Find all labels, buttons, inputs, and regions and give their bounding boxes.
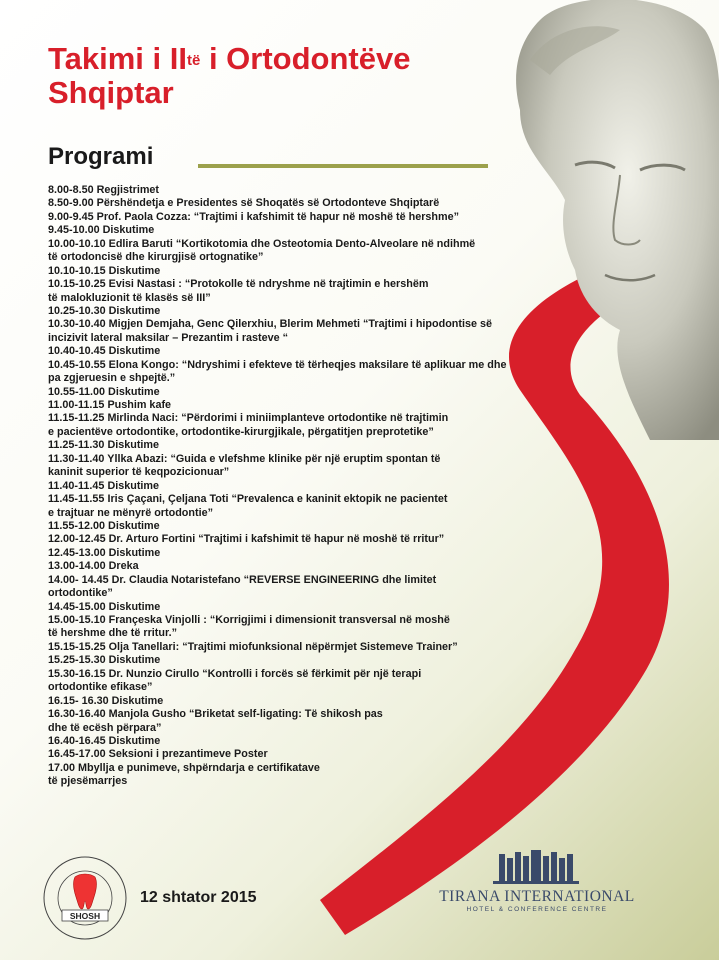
- schedule-line: 14.00- 14.45 Dr. Claudia Notaristefano “REVERSE ENGINEERING dhe limitet: [48, 573, 437, 586]
- schedule-line: 11.00-11.15 Pushim kafe: [48, 399, 172, 411]
- schedule-line: 11.30-11.40 Yllka Abazi: “Guida e vlefshme klinike për një eruptim spontan të: [48, 452, 441, 465]
- schedule-line: 10.30-10.40 Migjen Demjaha, Genc Qilerxhiu, Blerim Mehmeti “Trajtimi i hipodontise së: [48, 318, 493, 331]
- schedule-line: 10.00-10.10 Edlira Baruti “Kortikotomia dhe Osteotomia Dento-Alveolare në ndihmë: [48, 237, 476, 250]
- schedule-line: 16.40-16.45 Diskutime: [48, 734, 161, 747]
- schedule-line: 10.55-11.00 Diskutime: [48, 385, 160, 398]
- schedule-line: 15.25-15.30 Diskutime: [48, 654, 161, 667]
- schedule-list: [48, 184, 528, 789]
- schedule-line: incizivit lateral maksilar – Prezantim i rasteve “: [48, 331, 289, 344]
- schedule-line: 14.45-15.00 Diskutime: [48, 600, 161, 613]
- schedule-line: 15.30-16.15 Dr. Nunzio Cirullo “Kontrolli i forcës së fërkimit për një terapi: [48, 667, 422, 680]
- schedule-line: të ortodoncisë dhe kirurgjisë ortognatike”: [48, 251, 264, 264]
- schedule-line: 9.45-10.00 Diskutime: [48, 224, 155, 237]
- title-part1: Takimi i II: [48, 41, 187, 76]
- schedule-line: 17.00 Mbyllja e punimeve, shpërndarja e certifikatave: [48, 761, 320, 774]
- schedule-line: 11.55-12.00 Diskutime: [48, 519, 160, 532]
- schedule-line: 10.40-10.45 Diskutime: [48, 345, 161, 358]
- heading-divider: [198, 164, 488, 168]
- schedule-line: 16.30-16.40 Manjola Gusho “Briketat self-ligating: Të shikosh pas: [48, 708, 383, 721]
- schedule-line: 11.25-11.30 Diskutime: [48, 439, 160, 452]
- schedule-line: 10.15-10.25 Evisi Nastasi : “Protokolle të ndryshme në trajtimin e hershëm: [48, 278, 429, 291]
- title-superscript: të: [186, 52, 201, 69]
- schedule-line: 8.00-8.50 Regjistrimet: [48, 184, 160, 196]
- schedule-line: pa zgjeruesin e shpejtë.”: [48, 372, 176, 385]
- schedule-line: kaninit superior të keqpozicionuar”: [48, 466, 230, 479]
- logo-text: SHOSH: [69, 911, 101, 921]
- schedule-line: dhe të ecësh përpara”: [48, 721, 162, 734]
- schedule-line: 16.45-17.00 Seksioni i prezantimeve Poster: [48, 748, 268, 761]
- schedule-line: ortodontike efikase”: [48, 681, 153, 694]
- schedule-line: 11.40-11.45 Diskutime: [48, 479, 160, 492]
- schedule-line: 9.00-9.45 Prof. Paola Cozza: “Trajtimi i kafshimit të hapur në moshë të hershme”: [48, 210, 460, 223]
- schedule-line: 12.00-12.45 Dr. Arturo Fortini “Trajtimi i kafshimit të hapur në moshë të rritur”: [48, 533, 445, 546]
- schedule-line: 11.15-11.25 Mirlinda Naci: “Përdorimi i miniimplanteve ortodontike në trajtimin: [48, 412, 449, 425]
- hotel-subtitle: HOTEL & CONFERENCE CENTRE: [466, 906, 608, 913]
- schedule-line: 15.00-15.10 Françeska Vinjolli : “Korrigjimi i dimensionit transversal në moshë: [48, 614, 450, 626]
- hotel-logo: [437, 848, 637, 928]
- schedule-line: 16.15- 16.30 Diskutime: [48, 694, 164, 707]
- schedule-line: ortodontike”: [48, 587, 113, 600]
- title-part2: i Ortodontëve: [200, 41, 411, 76]
- schedule-line: 11.45-11.55 Iris Çaçani, Çeljana Toti “Prevalenca e kaninit ektopik ne pacientet: [48, 493, 448, 506]
- schedule-line: 12.45-13.00 Diskutime: [48, 546, 161, 559]
- event-date: 12 shtator 2015: [140, 889, 257, 906]
- title-line2: Shqiptar: [48, 75, 174, 110]
- tooth-icon: [73, 874, 96, 909]
- hotel-name: TIRANA INTERNATIONAL: [439, 888, 635, 905]
- program-heading-row: [48, 143, 498, 183]
- schedule-line: të malokluzionit të klasës së III”: [48, 291, 211, 304]
- schedule-line: e trajtuar ne mënyrë ortodontie”: [48, 506, 213, 519]
- schedule-line: 13.00-14.00 Dreka: [48, 560, 139, 573]
- schedule-line: 10.45-10.55 Elona Kongo: “Ndryshimi i efekteve të tërheqjes maksilare të aplikuar me dhe: [48, 358, 507, 371]
- page-title: [48, 42, 518, 110]
- schedule-line: 10.10-10.15 Diskutime: [48, 264, 161, 277]
- schedule-line: e pacientëve ortodontike, ortodontike-kirurgjikale, përgatitjen preprotetike”: [48, 425, 434, 438]
- hotel-building-icon: [437, 848, 637, 888]
- program-heading: Programi: [48, 143, 154, 170]
- shosh-logo: [42, 855, 128, 941]
- schedule-line: të pjesëmarrjes: [48, 775, 128, 788]
- schedule-line: 10.25-10.30 Diskutime: [48, 304, 161, 317]
- schedule-line: 15.15-15.25 Olja Tanellari: “Trajtimi miofunksional nëpërmjet Sistemeve Trainer”: [48, 640, 458, 653]
- schedule-line: të hershme dhe të rritur.”: [48, 627, 177, 640]
- schedule-line: 8.50-9.00 Përshëndetja e Presidentes së Shoqatës së Ortodonteve Shqiptarë: [48, 197, 440, 210]
